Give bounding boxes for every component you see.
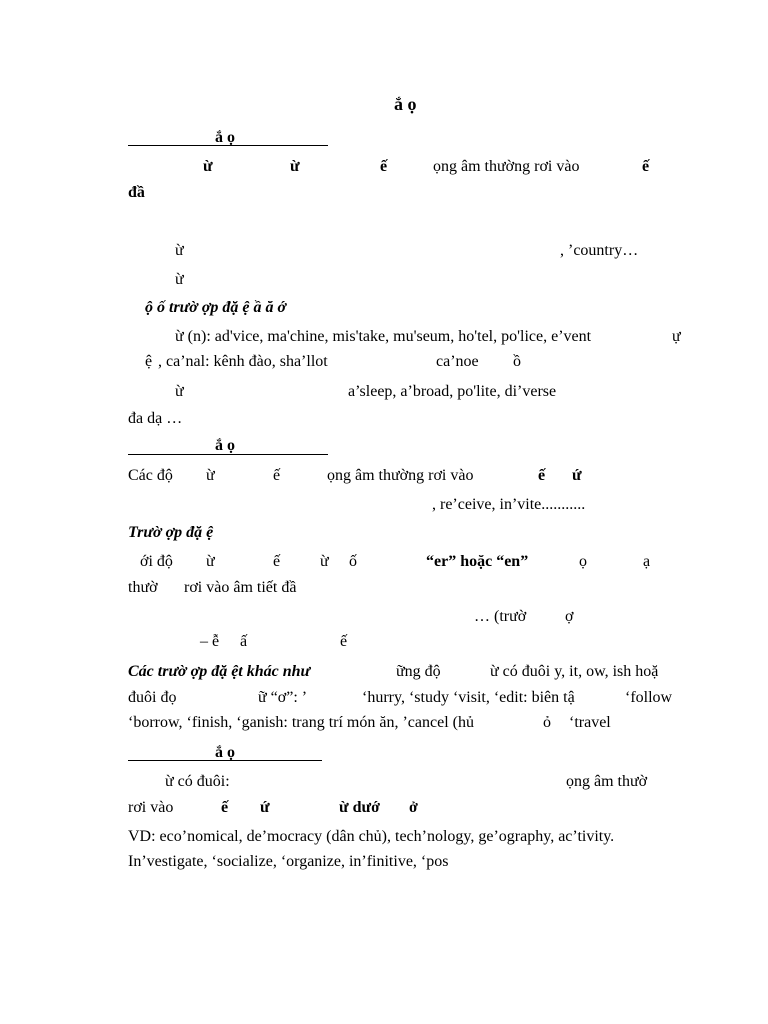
s2-special-line1-c: ế: [273, 553, 281, 570]
section-2-heading: ắ ọ: [215, 437, 235, 454]
s2-line2: , re’ceive, in’vite...........: [432, 496, 586, 513]
s1-intro-line2: đầ: [128, 184, 145, 201]
s2-special-line2-a: thườ: [128, 579, 158, 596]
s2-special-line3-b: ợ: [565, 608, 574, 625]
s3-line2-c: ứ: [260, 799, 270, 816]
s2-line1-f: ứ: [572, 467, 582, 484]
section-1-underline: [128, 145, 328, 146]
section-2-underline: [128, 454, 328, 455]
s2-special-line3-a: … (trườ: [474, 608, 527, 625]
s1-intro-c: ế: [380, 158, 388, 175]
s1-special-line2-a: ệ: [145, 353, 153, 370]
s1-intro-e: ế: [642, 158, 650, 175]
s2-other-line1-a: ững độ: [396, 663, 441, 680]
s2-special-line4-d: ế: [340, 633, 348, 650]
s2-special-line4-c: ấ: [240, 633, 248, 650]
s2-other-line1-b: ừ có đuôi y, it, ow, ish hoặ: [490, 663, 659, 680]
s1-special-line1: ừ (n): ad'vice, ma'chine, mis'take, mu'seum, ho'tel, po'lice, e’vent: [175, 328, 592, 345]
s2-other-line2-a: đuôi đọ: [128, 689, 177, 706]
section-1-heading: ắ ọ: [215, 129, 235, 146]
s1-special-line3-b: a’sleep, a’broad, po'lite, di’verse: [348, 383, 557, 400]
s1-example1-b: , ’country…: [560, 242, 639, 259]
s2-other-line2-d: ‘follow: [625, 689, 673, 706]
s2-special-line2-b: rơi vào âm tiết đầ: [184, 579, 297, 596]
s2-other-heading: Các trườ ợp đặ ệt khác như: [128, 663, 311, 680]
s2-line1-a: Các độ: [128, 467, 173, 484]
s2-special-line1-b: ừ: [206, 553, 215, 570]
s2-line1-c: ế: [273, 467, 281, 484]
s3-line2-a: rơi vào: [128, 799, 174, 816]
s1-special-line1-end: ự: [672, 328, 681, 345]
s3-line2-b: ế: [221, 799, 229, 816]
s2-other-line2-c: ‘hurry, ‘study ‘visit, ‘edit: biên tậ: [362, 689, 575, 706]
s1-special-line4: đa dạ …: [128, 410, 183, 427]
s2-other-line3-a: ‘borrow, ‘finish, ‘ganish: trang trí món ăn, ’cancel (hủ: [128, 714, 474, 731]
s2-line1-b: ừ: [206, 467, 215, 484]
s2-other-line3-b: ỏ: [543, 714, 551, 731]
s2-other-line2-b: ữ “ơ”: ’: [258, 689, 308, 706]
page-title: ắ ọ: [394, 94, 417, 114]
s2-line1-e: ế: [538, 467, 546, 484]
s2-other-line3-c: ‘travel: [569, 714, 611, 731]
s2-line1-d: ọng âm thường rơi vào: [327, 467, 474, 484]
s2-special-line4-b: ễ: [212, 633, 220, 650]
s3-example-line1: VD: eco’nomical, de’mocracy (dân chủ), tech’nology, ge’ography, ac’tivity.: [128, 828, 615, 845]
s2-special-line1-e: ố: [349, 553, 357, 570]
s1-example1-a: ừ: [175, 242, 184, 259]
s1-intro-d: ọng âm thường rơi vào: [433, 158, 580, 175]
section-3-underline: [128, 760, 322, 761]
s1-intro-a: ừ: [203, 158, 213, 175]
s1-intro-b: ừ: [290, 158, 300, 175]
s2-special-line1-f: “er” hoặc “en”: [426, 553, 529, 570]
s3-line2-d: ừ dướ: [339, 799, 380, 816]
s3-example-line2: In’vestigate, ‘socialize, ‘organize, in’finitive, ‘pos: [128, 853, 449, 870]
s2-special-line4-a: –: [200, 633, 208, 650]
s1-special-heading: ộ ố trườ ợp đặ ệ ầ ă ớ: [145, 299, 287, 316]
s1-special-line2-b: , ca’nal: kênh đào, sha’llot: [158, 353, 328, 370]
s3-line1-a: ừ có đuôi:: [165, 773, 230, 790]
s2-special-line1-g: ọ: [579, 553, 587, 570]
s1-special-line2-d: ồ: [513, 353, 521, 370]
s2-special-heading: Trườ ợp đặ ệ: [128, 524, 214, 541]
s1-example2-a: ừ: [175, 271, 184, 288]
s2-special-line1-d: ừ: [320, 553, 329, 570]
s3-line1-b: ọng âm thườ: [566, 773, 648, 790]
section-3-heading: ắ ọ: [215, 744, 235, 761]
s2-special-line1-h: ạ: [643, 553, 651, 570]
s3-line2-e: ở: [409, 799, 418, 816]
s1-special-line2-c: ca’noe: [436, 353, 479, 370]
s1-special-line3-a: ừ: [175, 383, 184, 400]
s2-special-line1-a: ới độ: [140, 553, 173, 570]
